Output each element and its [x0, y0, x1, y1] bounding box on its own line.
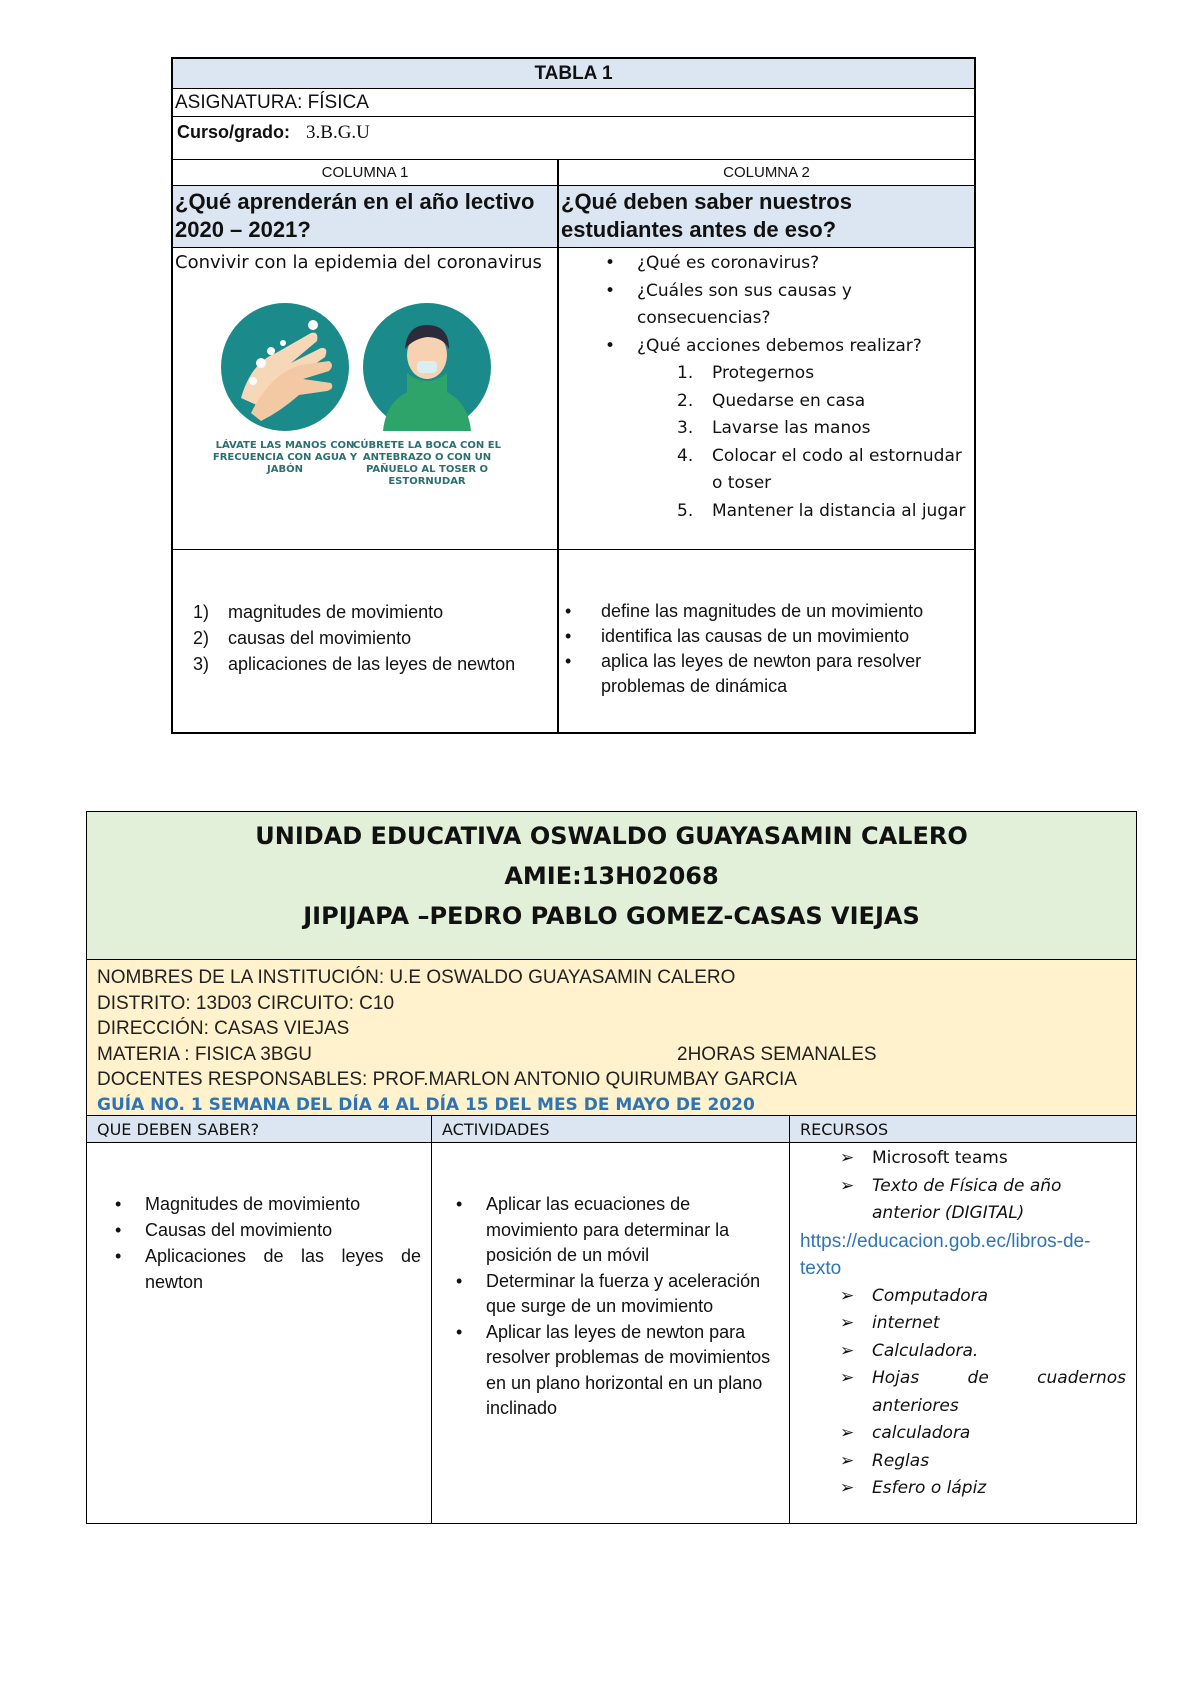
header-actividades: ACTIVIDADES — [432, 1115, 790, 1143]
list-item: ➢ Calculadora. — [800, 1338, 1126, 1366]
list-item: ➢ Texto de Física de año anterior (DIGITAL) — [800, 1173, 1126, 1228]
school-info — [87, 960, 1136, 1115]
curso-grado — [173, 117, 974, 160]
list-item: • Magnitudes de movimiento — [109, 1191, 421, 1217]
column-1-header: COLUMNA 1 — [173, 160, 559, 185]
list-item: • identifica las causas de un movimiento — [559, 624, 974, 649]
list-item: ➢ Esfero o lápiz — [800, 1475, 1126, 1503]
recursos-cell — [790, 1143, 1136, 1523]
list-item: 3) aplicaciones de las leyes de newton — [193, 654, 516, 674]
question-1: ¿Qué aprenderán en el año lectivo 2020 – 2021? — [173, 186, 559, 247]
row1-col2 — [559, 248, 974, 549]
row2-col2 — [559, 550, 974, 732]
curso-label: Curso/grado: — [177, 122, 291, 142]
list-item: • Determinar la fuerza y aceleración que surge de un movimiento — [450, 1269, 779, 1320]
info-distrito: DISTRITO: 13D03 CIRCUITO: C10 — [97, 992, 395, 1014]
school-location: JIPIJAPA –PEDRO PABLO GOMEZ-CASAS VIEJAS — [303, 902, 920, 930]
list-item: 5. Mantener la distancia al jugar — [677, 500, 966, 521]
asignatura: ASIGNATURA: FÍSICA — [173, 89, 974, 117]
list-item: ➢ Hojas de cuadernos anteriores — [800, 1365, 1126, 1420]
info-docentes: DOCENTES RESPONSABLES: PROF.MARLON ANTONIO QUIRUMBAY GARCIA — [97, 1069, 797, 1090]
row1-col1 — [173, 248, 559, 549]
actividades-cell — [432, 1143, 790, 1523]
question-2: ¿Qué deben saber nuestros estudiantes antes de eso? — [561, 189, 852, 242]
list-item: ➢ calculadora — [800, 1420, 1126, 1448]
list-item: ➢ Microsoft teams — [800, 1145, 1126, 1173]
list-item: • aplica las leyes de newton para resolver problemas de dinámica — [559, 649, 974, 699]
tabla-1 — [171, 57, 976, 734]
list-item: • Aplicar las leyes de newton para resolver problemas de movimientos en un plano horizontal en un plano inclinado — [450, 1320, 779, 1422]
list-item: • Aplicar las ecuaciones de movimiento para determinar la posición de un móvil — [450, 1192, 779, 1269]
list-item: 2) causas del movimiento — [193, 628, 412, 648]
tabla-1-title: TABLA 1 — [173, 59, 974, 89]
list-item: 4. Colocar el codo al estornudar o toser — [677, 445, 962, 493]
saber-cell — [87, 1143, 432, 1523]
guia-table — [86, 811, 1137, 1524]
list-item: • define las magnitudes de un movimiento — [559, 599, 974, 624]
list-item: ➢ Reglas — [800, 1448, 1126, 1476]
list-item: • Aplicaciones de las leyes de newton — [109, 1243, 421, 1295]
row1-col1-text: Convivir con la epidemia del coronavirus — [175, 252, 542, 273]
list-item: • ¿Cuáles son sus causas y consecuencias? — [567, 278, 966, 333]
header-recursos: RECURSOS — [790, 1115, 1136, 1143]
list-item: 1. Protegernos — [677, 363, 815, 383]
school-name: UNIDAD EDUCATIVA OSWALDO GUAYASAMIN CALERO — [255, 822, 968, 850]
list-item: 3. Lavarse las manos — [677, 418, 871, 438]
info-institucion: NOMBRES DE LA INSTITUCIÓN: U.E OSWALDO GUAYASAMIN CALERO — [97, 967, 736, 988]
cover-mouth-illustration — [363, 303, 491, 431]
caption-handwash: LÁVATE LAS MANOS CON FRECUENCIA CON AGUA Y JABÓN — [212, 440, 358, 475]
list-item: ➢ Computadora — [800, 1283, 1126, 1311]
handwash-illustration — [221, 303, 349, 431]
header-que-deben-saber: QUE DEBEN SABER? — [87, 1115, 432, 1143]
guia-title: GUÍA NO. 1 SEMANA DEL DÍA 4 AL DÍA 15 DEL MES DE MAYO DE 2020 — [97, 1094, 755, 1115]
column-2-header: COLUMNA 2 — [723, 164, 810, 181]
list-item: • ¿Qué acciones debemos realizar? — [567, 333, 966, 361]
school-header — [87, 812, 1136, 960]
list-item: 1) magnitudes de movimiento — [193, 602, 444, 622]
info-materia: MATERIA : FISICA 3BGU 2HORAS SEMANALES — [97, 1042, 1126, 1068]
info-direccion: DIRECCIÓN: CASAS VIEJAS — [97, 1018, 350, 1039]
curso-value: 3.B.G.U — [306, 122, 370, 143]
list-item: ➢ internet — [800, 1310, 1126, 1338]
row2-col1 — [173, 550, 559, 732]
list-item: • ¿Qué es coronavirus? — [567, 250, 966, 278]
caption-cover-mouth: CÚBRETE LA BOCA CON EL ANTEBRAZO O CON UN PAÑUELO AL TOSER O ESTORNUDAR — [353, 440, 501, 487]
amie-code: AMIE:13H02068 — [504, 862, 719, 890]
list-item: 2. Quedarse en casa — [677, 390, 866, 411]
info-horas: 2HORAS SEMANALES — [677, 1043, 877, 1065]
list-item: • Causas del movimiento — [109, 1217, 421, 1243]
libros-link[interactable]: https://educacion.gob.ec/libros-de-texto — [800, 1230, 1091, 1279]
